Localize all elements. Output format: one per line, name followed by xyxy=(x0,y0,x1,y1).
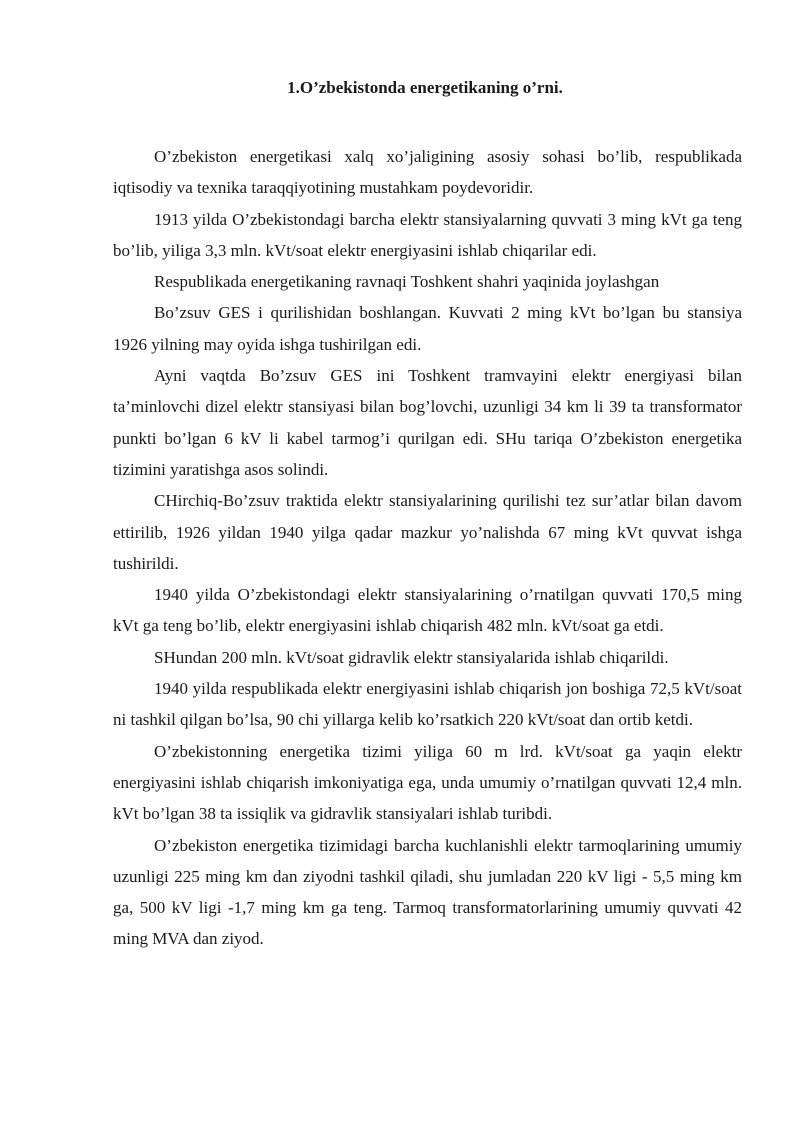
paragraph: 1940 yilda O’zbekistondagi elektr stansiyalarining o’rnatilgan quvvati 170,5 ming kVt ga teng bo’lib, elektr energiyasini ishlab chiqarish 482 mln. kVt/soat ga etdi. xyxy=(113,585,742,636)
document-body xyxy=(113,141,742,955)
paragraph: 1940 yilda respublikada elektr energiyasini ishlab chiqarish jon boshiga 72,5 kVt/soat ni tashkil qilgan bo’lsa, 90 chi yillarga kelib ko’rsatkich 220 kVt/soat dan ortib ketdi. xyxy=(113,679,742,730)
paragraph: Bo’zsuv GES i qurilishidan boshlangan. Kuvvati 2 ming kVt bo’lgan bu stansiya 1926 yilning may oyida ishga tushirilgan edi. xyxy=(113,303,742,354)
paragraph: 1913 yilda O’zbekistondagi barcha elektr stansiyalarning quvvati 3 ming kVt ga teng bo’lib, yiliga 3,3 mln. kVt/soat elektr energiyasini ishlab chiqarilar edi. xyxy=(113,209,742,260)
paragraph: SHundan 200 mln. kVt/soat gidravlik elektr stansiyalarida ishlab chiqarildi. xyxy=(154,647,669,667)
paragraph: CHirchiq-Bo’zsuv traktida elektr stansiyalarining qurilishi tez sur’atlar bilan davom ettirilib, 1926 yildan 1940 yilga qadar mazkur yo’nalishda 67 ming kVt quvvat ishga tushirildi. xyxy=(113,491,742,573)
document-title: 1.O’zbekistonda energetikaning o’rni. xyxy=(287,78,563,97)
paragraph: Ayni vaqtda Bo’zsuv GES ini Toshkent tramvayini elektr energiyasi bilan ta’minlovchi dizel elektr stansiyasi bilan bog’lovchi, uzunligi 34 km li 39 ta transformator punkti bo’lgan 6 kV li kabel tarmog’i qurilgan edi. SHu tariqa O’zbekiston energetika tizimini yaratishga asos solindi. xyxy=(113,366,742,479)
paragraph: O’zbekistonning energetika tizimi yiliga 60 m lrd. kVt/soat ga yaqin elektr energiyasini ishlab chiqarish imkoniyatiga ega, unda umumiy o’rnatilgan quvvati 12,4 mln. kVt bo’lgan 38 ta issiqlik va gidravlik stansiyalari ishlab turibdi. xyxy=(113,741,742,824)
paragraph: O’zbekiston energetikasi xalq xo’jaligining asosiy sohasi bo’lib, respublikada iqtisodiy va texnika taraqqiyotining mustahkam poydevoridir. xyxy=(113,147,742,198)
paragraph: Respublikada energetikaning ravnaqi Toshkent shahri yaqinida joylashgan xyxy=(154,272,660,292)
paragraph: O’zbekiston energetika tizimidagi barcha kuchlanishli elektr tarmoqlarining umumiy uzunligi 225 ming km dan ziyodni tashkil qiladi, shu jumladan 220 kV ligi - 5,5 ming km ga, 500 kV ligi -1,7 ming km ga teng. Tarmoq transformatorlarining umumiy quvvati 42 ming MVA dan ziyod. xyxy=(113,835,742,949)
